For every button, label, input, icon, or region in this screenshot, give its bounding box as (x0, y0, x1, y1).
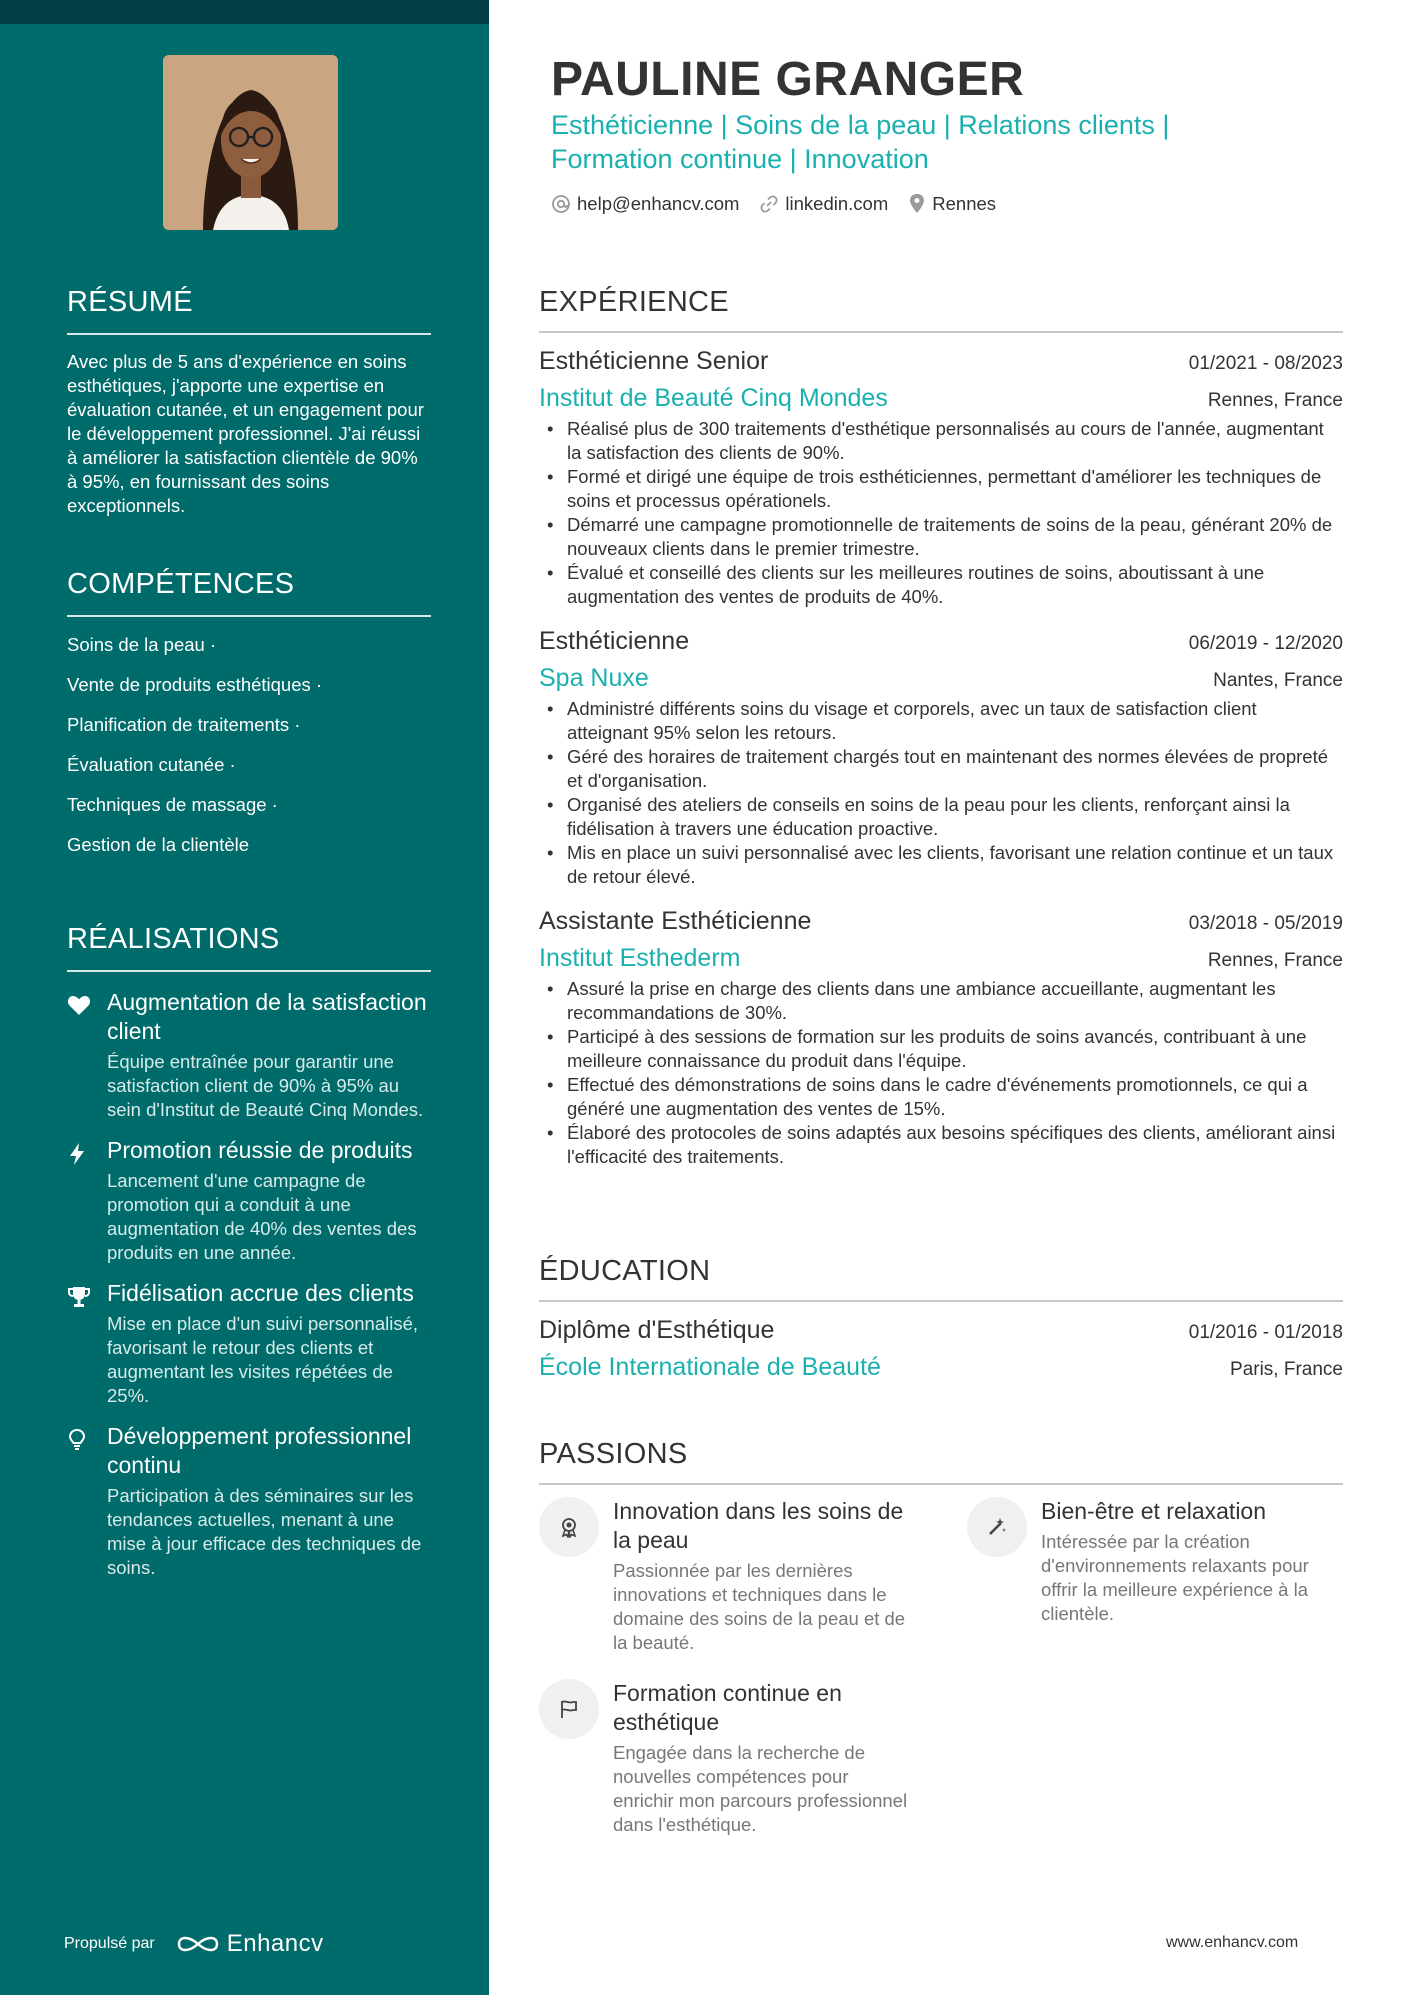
job-title: Esthéticienne (539, 627, 690, 655)
bullet-item: • Réalisé plus de 300 traitements d'esthétique personnalisés au cours de l'année, augmentant la satisfaction des clients de 90%. (539, 417, 1343, 465)
job-company: Institut de Beauté Cinq Mondes (539, 384, 888, 412)
brand-name: Enhancv (226, 1930, 324, 1957)
education-date: 01/2016 - 01/2018 (1188, 1322, 1343, 1343)
summary-text: Avec plus de 5 ans d'expérience en soins esthétiques, j'apporte une expertise en évaluation cutanée, et un engagement pour le développement professionnel. J'ai réussi à améliorer la satisfaction clientèle de 90% à 95%, en fournissant des soins exceptionnels. (67, 351, 424, 516)
job-location: Rennes, France (1207, 390, 1343, 411)
sidebar-top-bar (0, 0, 489, 24)
link-icon (759, 194, 779, 214)
job-title: Esthéticienne Senior (539, 347, 769, 375)
summary-heading: RÉSUMÉ (67, 286, 431, 335)
job-location: Rennes, France (1207, 950, 1343, 971)
sidebar (0, 0, 489, 1995)
job-bullets (539, 417, 1343, 609)
summary-section (67, 286, 431, 518)
job-bullets (539, 697, 1343, 889)
enhancv-logo[interactable] (175, 1930, 324, 1958)
candidate-name: PAULINE GRANGER (551, 53, 1025, 106)
passion-desc: Passionnée par les dernières innovations et techniques dans le domaine des soins de la peau et de la beauté. (613, 1560, 906, 1653)
powered-by (64, 1930, 324, 1958)
job-date: 01/2021 - 08/2023 (1188, 353, 1343, 374)
achievement-item (67, 988, 431, 1122)
passion-desc: Engagée dans la recherche de nouvelles compétences pour enrichir mon parcours professionnel dans l'esthétique. (613, 1742, 908, 1835)
contact-linkedin[interactable] (759, 193, 888, 215)
achievement-item (67, 1422, 431, 1580)
achievement-title: Promotion réussie de produits (107, 1137, 413, 1163)
education-section (539, 1255, 1343, 1382)
skill-item: Vente de produits esthétiques · (67, 674, 323, 695)
passion-item (539, 1679, 967, 1837)
contact-location (908, 193, 996, 215)
location-pin-icon (908, 193, 926, 215)
achievement-desc: Lancement d'une campagne de promotion qui a conduit à une augmentation de 40% des ventes des produits en une année. (107, 1170, 417, 1263)
achievement-title: Développement professionnel continu (107, 1423, 412, 1478)
job-entry (539, 347, 1343, 609)
passion-item (539, 1497, 967, 1655)
education-location: Paris, France (1230, 1359, 1343, 1380)
skills-list (67, 629, 431, 869)
skills-section (67, 568, 431, 869)
skills-heading: COMPÉTENCES (67, 568, 431, 617)
job-date: 06/2019 - 12/2020 (1188, 633, 1343, 654)
job-company: Spa Nuxe (539, 664, 649, 692)
education-entry (539, 1316, 1343, 1382)
bullet-item: • Élaboré des protocoles de soins adaptés aux besoins spécifiques des clients, améliorant ainsi l'efficacité des traitements. (539, 1121, 1343, 1169)
bullet-item: • Formé et dirigé une équipe de trois esthéticiennes, permettant d'améliorer les techniques de soins et processus opérationels. (539, 465, 1343, 513)
education-heading: ÉDUCATION (539, 1255, 1343, 1302)
passions-section (539, 1438, 1343, 1861)
profile-photo (163, 55, 338, 230)
linkedin-text: linkedin.com (785, 193, 889, 214)
job-location: Nantes, France (1213, 670, 1343, 691)
passion-title: Formation continue en esthétique (613, 1680, 842, 1735)
badge-icon (539, 1497, 599, 1557)
achievement-desc: Mise en place d'un suivi personnalisé, favorisant le retour des clients et augmentant les visites répétées de 25%. (107, 1313, 419, 1406)
achievement-title: Fidélisation accrue des clients (107, 1280, 414, 1306)
contact-bar (551, 193, 1016, 215)
job-company: Institut Esthederm (539, 944, 741, 972)
bullet-item: • Géré des horaires de traitement chargés tout en maintenant des normes élevées de propreté et d'organisation. (539, 745, 1343, 793)
passions-heading: PASSIONS (539, 1438, 1343, 1485)
job-title: Assistante Esthéticienne (539, 907, 812, 935)
achievement-desc: Équipe entraînée pour garantir une satisfaction client de 90% à 95% au sein d'Institut de Beauté Cinq Mondes. (107, 1051, 424, 1120)
job-entry (539, 627, 1343, 889)
location-text: Rennes (932, 193, 997, 214)
heart-icon (67, 988, 107, 1122)
achievement-item (67, 1279, 431, 1408)
skill-item: Planification de traitements · (67, 714, 301, 735)
skill-item: Gestion de la clientèle (67, 834, 250, 855)
bullet-item: • Administré différents soins du visage et corporels, avec un taux de satisfaction client atteignant 95% selon les retours. (539, 697, 1343, 745)
passion-title: Innovation dans les soins de la peau (613, 1498, 904, 1553)
flag-icon (539, 1679, 599, 1739)
wand-icon (967, 1497, 1027, 1557)
passions-grid (539, 1497, 1343, 1861)
lightning-icon (67, 1136, 107, 1265)
at-icon (551, 194, 571, 214)
skill-item: Techniques de massage · (67, 794, 278, 815)
achievement-item (67, 1136, 431, 1265)
bullet-item: • Effectué des démonstrations de soins dans le cadre d'événements promotionnels, ce qui a généré une augmentation des ventes de 15%. (539, 1073, 1343, 1121)
job-bullets (539, 977, 1343, 1169)
bullet-item: • Démarré une campagne promotionnelle de traitements de soins de la peau, générant 20% de nouveaux clients dans le premier trimestre. (539, 513, 1343, 561)
bullet-item: • Assuré la prise en charge des clients dans une ambiance accueillante, augmentant les recommandations de 30%. (539, 977, 1343, 1025)
experience-section (539, 286, 1343, 1169)
school-name: École Internationale de Beauté (539, 1353, 881, 1381)
passion-item (967, 1497, 1343, 1655)
trophy-icon (67, 1279, 107, 1408)
passion-title: Bien-être et relaxation (1041, 1498, 1267, 1524)
job-date: 03/2018 - 05/2019 (1188, 913, 1343, 934)
powered-by-label: Propulsé par (64, 1935, 155, 1952)
achievement-desc: Participation à des séminaires sur les tendances actuelles, menant à une mise à jour efficace des techniques de soins. (107, 1485, 422, 1578)
degree-title: Diplôme d'Esthétique (539, 1316, 775, 1344)
lightbulb-icon (67, 1422, 107, 1580)
skill-item: Soins de la peau · (67, 634, 217, 655)
bullet-item: • Mis en place un suivi personnalisé avec les clients, favorisant une relation continue et un taux de retour élevé. (539, 841, 1343, 889)
footer-url[interactable]: www.enhancv.com (1166, 1934, 1299, 1951)
achievements-heading: RÉALISATIONS (67, 923, 431, 972)
achievements-section (67, 923, 431, 1580)
skill-item: Évaluation cutanée · (67, 754, 236, 775)
passion-desc: Intéressée par la création d'environnements relaxants pour offrir la meilleure expérience à la clientèle. (1041, 1531, 1309, 1624)
achievement-title: Augmentation de la satisfaction client (107, 989, 427, 1044)
experience-heading: EXPÉRIENCE (539, 286, 1343, 333)
contact-email[interactable] (551, 193, 739, 215)
bullet-item: • Organisé des ateliers de conseils en soins de la peau pour les clients, renforçant ainsi la fidélisation à travers une éducation proactive. (539, 793, 1343, 841)
bullet-item: • Participé à des sessions de formation sur les produits de soins avancés, contribuant à une meilleure connaissance du produit dans l'équipe. (539, 1025, 1343, 1073)
tagline: Esthéticienne | Soins de la peau | Relations clients | Formation continue | Innovation (551, 110, 1170, 174)
job-entry (539, 907, 1343, 1169)
email-text: help@enhancv.com (577, 193, 740, 214)
bullet-item: • Évalué et conseillé des clients sur les meilleures routines de soins, aboutissant à une augmentation des ventes de produits de 40%. (539, 561, 1343, 609)
